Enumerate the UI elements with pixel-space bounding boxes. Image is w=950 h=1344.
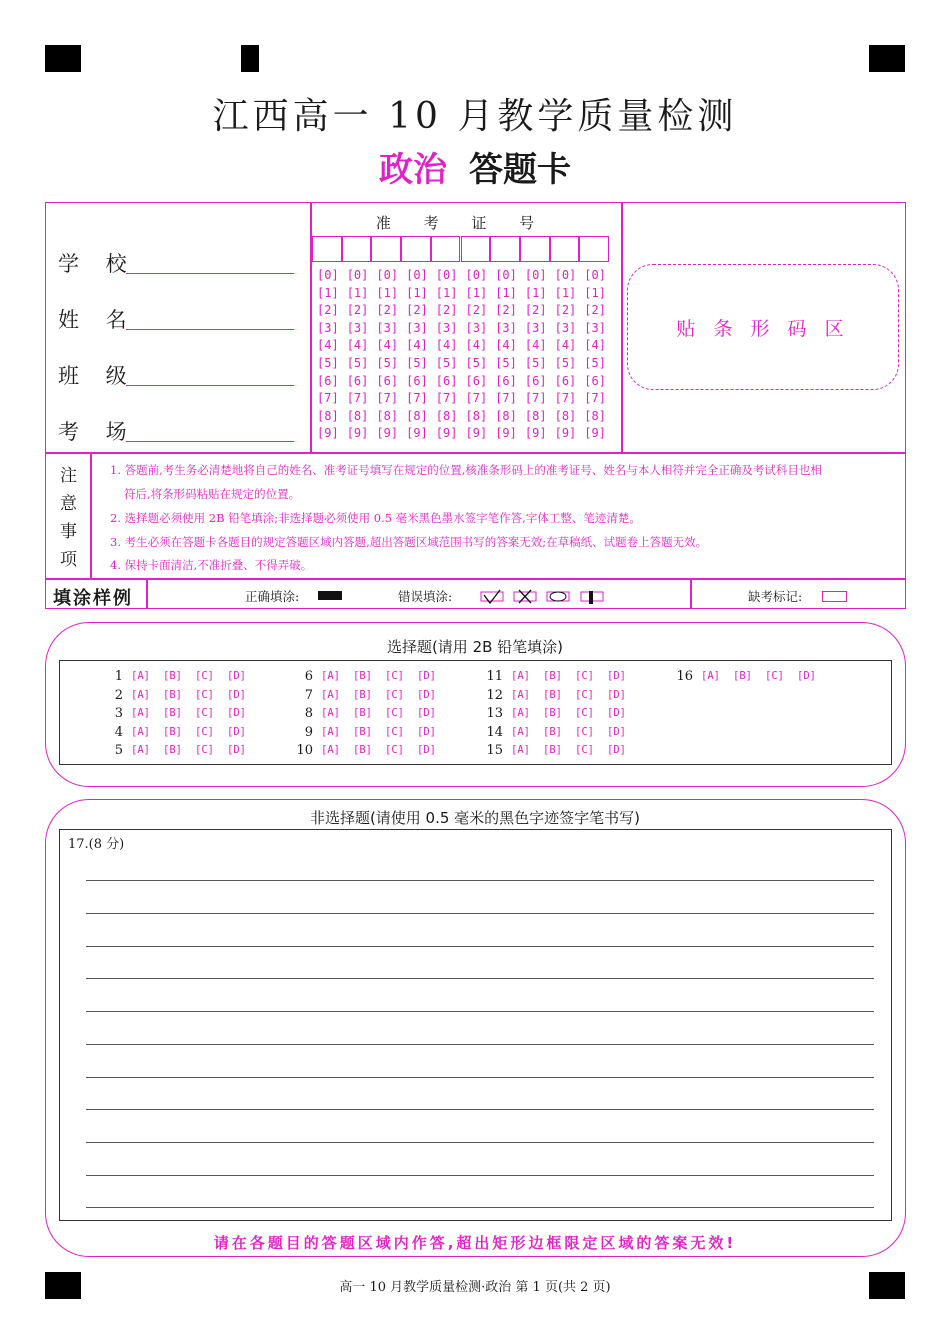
answer-bubble[interactable]: [B] — [543, 725, 562, 738]
answer-bubble[interactable]: [D] — [797, 670, 816, 682]
writing-line — [86, 1077, 874, 1078]
answer-bubble[interactable]: [B] — [543, 688, 562, 701]
absent-mark-label: 缺考标记: — [748, 589, 803, 604]
exam-id-cell[interactable] — [401, 236, 431, 262]
exam-id-bubble[interactable]: [6] — [584, 373, 606, 388]
exam-id-bubble[interactable]: [8] — [465, 408, 488, 423]
note-item: 符后,将条形码粘贴在规定的位置。 — [124, 487, 301, 501]
exam-id-bubble[interactable]: [0] — [317, 268, 339, 282]
exam-id-bubble[interactable]: [2] — [584, 303, 606, 318]
exam-id-bubble[interactable]: [5] — [584, 356, 606, 370]
exam-id-bubble[interactable]: [8] — [435, 408, 458, 423]
writing-line — [86, 913, 874, 914]
exam-id-bubble[interactable]: [0] — [435, 268, 458, 282]
exam-id-bubble[interactable]: [3] — [376, 320, 399, 335]
exam-id-bubble[interactable]: [7] — [376, 391, 399, 406]
answer-bubble[interactable]: [A] — [131, 744, 150, 756]
exam-id-bubble[interactable]: [2] — [435, 303, 458, 318]
question-number: 1 — [114, 669, 123, 684]
answer-bubble[interactable]: [B] — [353, 670, 372, 682]
exam-id-bubble[interactable]: [5] — [435, 356, 458, 370]
writing-line — [86, 1207, 874, 1208]
exam-id-bubble[interactable]: [5] — [317, 356, 339, 370]
answer-bubble[interactable]: [D] — [227, 725, 246, 738]
exam-id-bubble[interactable]: [2] — [495, 303, 517, 318]
answer-bubble[interactable]: [B] — [543, 670, 562, 682]
answer-bubble[interactable]: [B] — [163, 725, 182, 738]
exam-id-cell[interactable] — [520, 236, 550, 262]
answer-bubble[interactable]: [A] — [511, 725, 530, 738]
question-number: 3 — [114, 706, 123, 721]
fill-sample-label: 填涂样例 — [53, 588, 133, 609]
answer-bubble[interactable]: [C] — [575, 688, 594, 701]
question-number: 8 — [304, 706, 313, 721]
exam-id-bubble[interactable]: [9] — [376, 426, 399, 441]
writing-line — [86, 1011, 874, 1012]
exam-room-field[interactable]: 考 场 — [58, 416, 137, 446]
exam-id-bubble[interactable]: [7] — [435, 391, 458, 406]
subject-name: 政治 — [379, 150, 447, 190]
note-item: 2. 选择题必须使用 2B 铅笔填涂;非选择题必须使用 0.5 毫米黑色墨水签字笔作答,字体工整、笔迹清楚。 — [110, 511, 641, 525]
exam-id-bubble[interactable]: [6] — [524, 373, 547, 388]
exam-id-bubble[interactable]: [6] — [406, 373, 428, 388]
answer-bubble[interactable]: [C] — [385, 707, 404, 719]
exam-id-bubble[interactable]: [0] — [406, 268, 428, 282]
registration-mark-top-right — [869, 45, 905, 72]
answer-bubble[interactable]: [D] — [227, 670, 246, 682]
note-item: 1. 答题前,考生务必清楚地将自己的姓名、准考证号填写在规定的位置,核准条形码上的准考证号、姓名与本人相符并完全正确及考试科目也相 — [110, 463, 822, 477]
answer-bubble[interactable]: [D] — [607, 670, 626, 682]
exam-id-bubble[interactable]: [1] — [554, 285, 577, 300]
answer-bubble[interactable]: [C] — [195, 670, 214, 682]
card-label: 答题卡 — [469, 150, 571, 190]
exam-id-bubble[interactable]: [7] — [465, 391, 488, 406]
exam-id-bubble[interactable]: [2] — [554, 303, 577, 318]
answer-bubble[interactable]: [C] — [195, 725, 214, 738]
exam-id-bubble[interactable]: [4] — [376, 338, 399, 353]
question-number: 7 — [304, 687, 313, 703]
exam-id-cell[interactable] — [431, 236, 461, 262]
answer-bubble[interactable]: [B] — [163, 688, 182, 701]
exam-id-cell[interactable] — [371, 236, 401, 262]
answer-bubble[interactable]: [C] — [385, 688, 404, 701]
question-number: 13 — [486, 706, 503, 721]
exam-id-bubble[interactable]: [1] — [376, 285, 399, 300]
exam-id-bubble[interactable]: [3] — [435, 320, 458, 335]
exam-id-bubble[interactable]: [1] — [406, 285, 428, 300]
exam-id-bubble[interactable]: [5] — [376, 356, 399, 370]
answer-bubble[interactable]: [D] — [607, 688, 626, 701]
exam-id-bubble[interactable]: [1] — [584, 285, 606, 300]
answer-area-warning: 请在各题目的答题区域内作答,超出矩形边框限定区域的答案无效! — [213, 1234, 737, 1252]
exam-id-bubble[interactable]: [2] — [524, 303, 547, 318]
exam-id-bubble[interactable]: [7] — [317, 391, 339, 406]
question-number: 12 — [486, 687, 503, 703]
answer-bubble[interactable]: [C] — [195, 744, 214, 756]
answer-bubble[interactable]: [A] — [701, 670, 720, 682]
exam-id-bubble[interactable]: [7] — [495, 391, 517, 406]
exam-id-bubble[interactable]: [3] — [406, 320, 428, 335]
divider — [90, 452, 92, 579]
exam-id-bubble[interactable]: [1] — [495, 285, 517, 300]
note-item: 3. 考生必须在答题卡各题目的规定答题区域内答题,超出答题区域范围书写的答案无效;在草稿纸、试题卷上答题无效。 — [110, 535, 708, 549]
exam-id-bubble[interactable]: [9] — [435, 426, 458, 441]
exam-id-bubble[interactable]: [8] — [584, 408, 606, 423]
exam-id-bubble[interactable]: [7] — [524, 391, 547, 406]
question-number: 9 — [304, 724, 313, 740]
question-number: 2 — [114, 687, 123, 703]
writing-line — [86, 978, 874, 979]
exam-id-bubble[interactable]: [3] — [524, 320, 547, 335]
exam-id-bubble[interactable]: [6] — [495, 373, 517, 388]
exam-id-bubble[interactable]: [0] — [495, 268, 517, 282]
question-number: 10 — [296, 743, 313, 758]
answer-bubble[interactable]: [A] — [321, 707, 340, 719]
question-number: 6 — [304, 669, 313, 684]
exam-id-bubble[interactable]: [4] — [465, 338, 488, 353]
exam-id-bubble[interactable]: [5] — [495, 356, 517, 370]
exam-id-bubble[interactable]: [2] — [346, 303, 369, 318]
exam-id-bubble[interactable]: [2] — [406, 303, 428, 318]
exam-id-bubble[interactable]: [1] — [346, 285, 369, 300]
exam-id-bubble[interactable]: [4] — [317, 338, 339, 353]
exam-id-bubble[interactable]: [4] — [584, 338, 606, 353]
exam-id-bubble[interactable]: [7] — [346, 391, 369, 406]
writing-line — [86, 1109, 874, 1110]
answer-bubble[interactable]: [D] — [227, 688, 246, 701]
answer-bubble[interactable]: [A] — [511, 670, 530, 682]
exam-id-bubble[interactable]: [5] — [524, 356, 547, 370]
exam-id-bubble[interactable]: [9] — [524, 426, 547, 441]
class-field[interactable]: 班 级 — [58, 360, 137, 390]
answer-bubble[interactable]: [C] — [575, 725, 594, 738]
exam-id-cell[interactable] — [579, 236, 609, 262]
exam-id-bubble[interactable]: [7] — [406, 391, 428, 406]
exam-id-bubble[interactable]: [9] — [584, 426, 606, 441]
exam-id-cell[interactable] — [312, 236, 342, 262]
exam-id-bubble[interactable]: [0] — [584, 268, 606, 282]
answer-bubble[interactable]: [A] — [131, 725, 150, 738]
name-field[interactable]: 姓 名 — [58, 304, 137, 334]
answer-bubble[interactable]: [A] — [321, 670, 340, 682]
exam-id-bubble[interactable]: [7] — [554, 391, 577, 406]
exam-id-bubble[interactable]: [0] — [524, 268, 547, 282]
exam-id-bubble[interactable]: [3] — [465, 320, 488, 335]
answer-bubble[interactable]: [A] — [321, 744, 340, 756]
exam-id-cell[interactable] — [550, 236, 580, 262]
divider — [621, 202, 623, 453]
exam-id-bubble[interactable]: [8] — [554, 408, 577, 423]
answer-bubble[interactable]: [A] — [321, 725, 340, 738]
exam-id-bubble[interactable]: [4] — [524, 338, 547, 353]
exam-id-bubble[interactable]: [3] — [584, 320, 606, 335]
exam-id-bubble[interactable]: [8] — [376, 408, 399, 423]
school-field[interactable]: 学 校 — [58, 248, 137, 278]
answer-bubble[interactable]: [D] — [607, 725, 626, 738]
question-number: 15 — [486, 743, 503, 758]
page-footer: 高一 10 月教学质量检测·政治 第 1 页(共 2 页) — [339, 1280, 611, 1295]
answer-bubble[interactable]: [C] — [575, 707, 594, 719]
exam-id-bubble[interactable]: [4] — [554, 338, 577, 353]
answer-bubble[interactable]: [A] — [511, 707, 530, 719]
writing-line — [86, 1142, 874, 1143]
answer-bubble[interactable]: [C] — [385, 725, 404, 738]
exam-id-bubble[interactable]: [1] — [317, 285, 339, 300]
answer-bubble[interactable]: [C] — [195, 707, 214, 719]
question-number: 11 — [486, 669, 503, 684]
answer-bubble[interactable]: [B] — [353, 688, 372, 701]
answer-bubble[interactable]: [A] — [321, 688, 340, 701]
answer-bubble[interactable]: [D] — [417, 688, 436, 701]
exam-id-cell[interactable] — [342, 236, 372, 262]
exam-id-bubble[interactable]: [4] — [495, 338, 517, 353]
barcode-area: 贴 条 形 码 区 — [627, 264, 899, 390]
question-number: 5 — [114, 743, 123, 758]
question-number: 4 — [114, 724, 123, 740]
wrong-fill-label: 错误填涂: — [398, 589, 453, 604]
exam-id-bubble[interactable]: [5] — [554, 356, 577, 370]
answer-bubble[interactable]: [D] — [227, 707, 246, 719]
exam-id-bubble[interactable]: [1] — [524, 285, 547, 300]
writing-line — [86, 1044, 874, 1045]
note-item: 4. 保持卡面清洁,不准折叠、不得弄破。 — [110, 558, 313, 572]
exam-id-bubble[interactable]: [3] — [495, 320, 517, 335]
answer-bubble[interactable]: [B] — [163, 744, 182, 756]
exam-id-bubble[interactable]: [2] — [317, 303, 339, 318]
exam-id-bubble[interactable]: [3] — [346, 320, 369, 335]
answer-bubble[interactable]: [C] — [575, 670, 594, 682]
answer-bubble[interactable]: [C] — [195, 688, 214, 701]
choice-section-title: 选择题(请用 2B 铅笔填涂) — [386, 638, 564, 656]
exam-id-title: 准 考 证 号 — [375, 214, 549, 232]
exam-id-bubble[interactable]: [0] — [346, 268, 369, 282]
exam-id-bubble[interactable]: [4] — [406, 338, 428, 353]
divider — [690, 578, 692, 609]
question-17-label: 17.(8 分) — [68, 837, 125, 852]
nonchoice-answer-area[interactable] — [59, 829, 892, 1221]
divider — [146, 578, 148, 609]
answer-bubble[interactable]: [B] — [543, 744, 562, 756]
question-number: 14 — [486, 724, 503, 740]
exam-id-cell[interactable] — [461, 236, 491, 262]
exam-id-bubble[interactable]: [2] — [376, 303, 399, 318]
exam-id-bubble[interactable]: [6] — [376, 373, 399, 388]
nonchoice-section-title: 非选择题(请使用 0.5 毫米的黑色字迹签字笔书写) — [309, 809, 641, 827]
exam-id-bubble[interactable]: [0] — [465, 268, 488, 282]
exam-id-bubble[interactable]: [7] — [584, 391, 606, 406]
exam-id-bubble[interactable]: [6] — [554, 373, 577, 388]
wrong-fill-samples — [480, 589, 606, 609]
exam-id-bubble[interactable]: [3] — [317, 320, 339, 335]
answer-bubble[interactable]: [B] — [163, 670, 182, 682]
exam-id-bubble[interactable]: [4] — [435, 338, 458, 353]
exam-id-bubble[interactable]: [4] — [346, 338, 369, 353]
exam-id-bubble[interactable]: [3] — [554, 320, 577, 335]
answer-bubble[interactable]: [A] — [131, 707, 150, 719]
exam-id-bubble[interactable]: [9] — [317, 426, 339, 441]
exam-id-bubble[interactable]: [8] — [346, 408, 369, 423]
exam-id-bubble[interactable]: [9] — [406, 426, 428, 441]
exam-id-bubble[interactable]: [6] — [435, 373, 458, 388]
exam-id-bubble[interactable]: [6] — [346, 373, 369, 388]
exam-id-bubble[interactable]: [8] — [317, 408, 339, 423]
answer-bubble[interactable]: [D] — [607, 707, 626, 719]
question-number: 16 — [676, 669, 693, 684]
answer-bubble[interactable]: [B] — [353, 725, 372, 738]
exam-id-cell[interactable] — [490, 236, 520, 262]
answer-bubble[interactable]: [D] — [417, 670, 436, 682]
answer-bubble[interactable]: [C] — [385, 670, 404, 682]
exam-title: 江西高一 10 月教学质量检测 — [212, 96, 738, 137]
exam-id-bubble[interactable]: [5] — [465, 356, 488, 370]
exam-id-bubble[interactable]: [8] — [495, 408, 517, 423]
divider — [45, 452, 906, 454]
exam-id-bubble[interactable]: [8] — [406, 408, 428, 423]
card-title — [0, 142, 950, 191]
exam-id-bubble[interactable]: [5] — [346, 356, 369, 370]
divider — [45, 578, 906, 580]
absent-mark-box[interactable] — [822, 591, 847, 602]
answer-bubble[interactable]: [C] — [765, 670, 784, 682]
answer-bubble[interactable]: [D] — [417, 725, 436, 738]
answer-bubble[interactable]: [A] — [511, 744, 530, 756]
writing-line — [86, 880, 874, 881]
answer-bubble[interactable]: [A] — [131, 688, 150, 701]
exam-id-bubble[interactable]: [9] — [346, 426, 369, 441]
answer-bubble[interactable]: [A] — [511, 688, 530, 701]
answer-bubble[interactable]: [A] — [131, 670, 150, 682]
exam-id-bubble[interactable]: [1] — [435, 285, 458, 300]
writing-line — [86, 946, 874, 947]
answer-bubble[interactable]: [B] — [163, 707, 182, 719]
answer-bubble[interactable]: [B] — [353, 707, 372, 719]
correct-fill-sample — [318, 591, 342, 600]
writing-line — [86, 1175, 874, 1176]
exam-id-bubble[interactable]: [9] — [495, 426, 517, 441]
notes-heading: 注 意 事 项 — [60, 466, 77, 570]
exam-id-bubble[interactable]: [9] — [465, 426, 488, 441]
answer-bubble[interactable]: [B] — [543, 707, 562, 719]
exam-id-bubble[interactable]: [5] — [406, 356, 428, 370]
answer-bubble[interactable]: [D] — [417, 744, 436, 756]
answer-bubble[interactable]: [D] — [607, 744, 626, 756]
answer-bubble[interactable]: [D] — [227, 744, 246, 756]
answer-bubble[interactable]: [C] — [385, 744, 404, 756]
answer-bubble[interactable]: [C] — [575, 744, 594, 756]
exam-id-bubble[interactable]: [6] — [317, 373, 339, 388]
exam-id-bubble[interactable]: [8] — [524, 408, 547, 423]
registration-mark-top-left — [45, 45, 81, 72]
exam-id-bubble[interactable]: [6] — [465, 373, 488, 388]
correct-fill-label: 正确填涂: — [245, 589, 300, 604]
answer-bubble[interactable]: [B] — [733, 670, 752, 682]
exam-id-bubble[interactable]: [2] — [465, 303, 488, 318]
answer-bubble[interactable]: [B] — [353, 744, 372, 756]
exam-id-bubble[interactable]: [0] — [376, 268, 399, 282]
exam-id-bubble[interactable]: [0] — [554, 268, 577, 282]
answer-bubble[interactable]: [D] — [417, 707, 436, 719]
exam-id-bubble[interactable]: [9] — [554, 426, 577, 441]
registration-mark-top-center — [241, 45, 259, 72]
exam-id-bubble[interactable]: [1] — [465, 285, 488, 300]
